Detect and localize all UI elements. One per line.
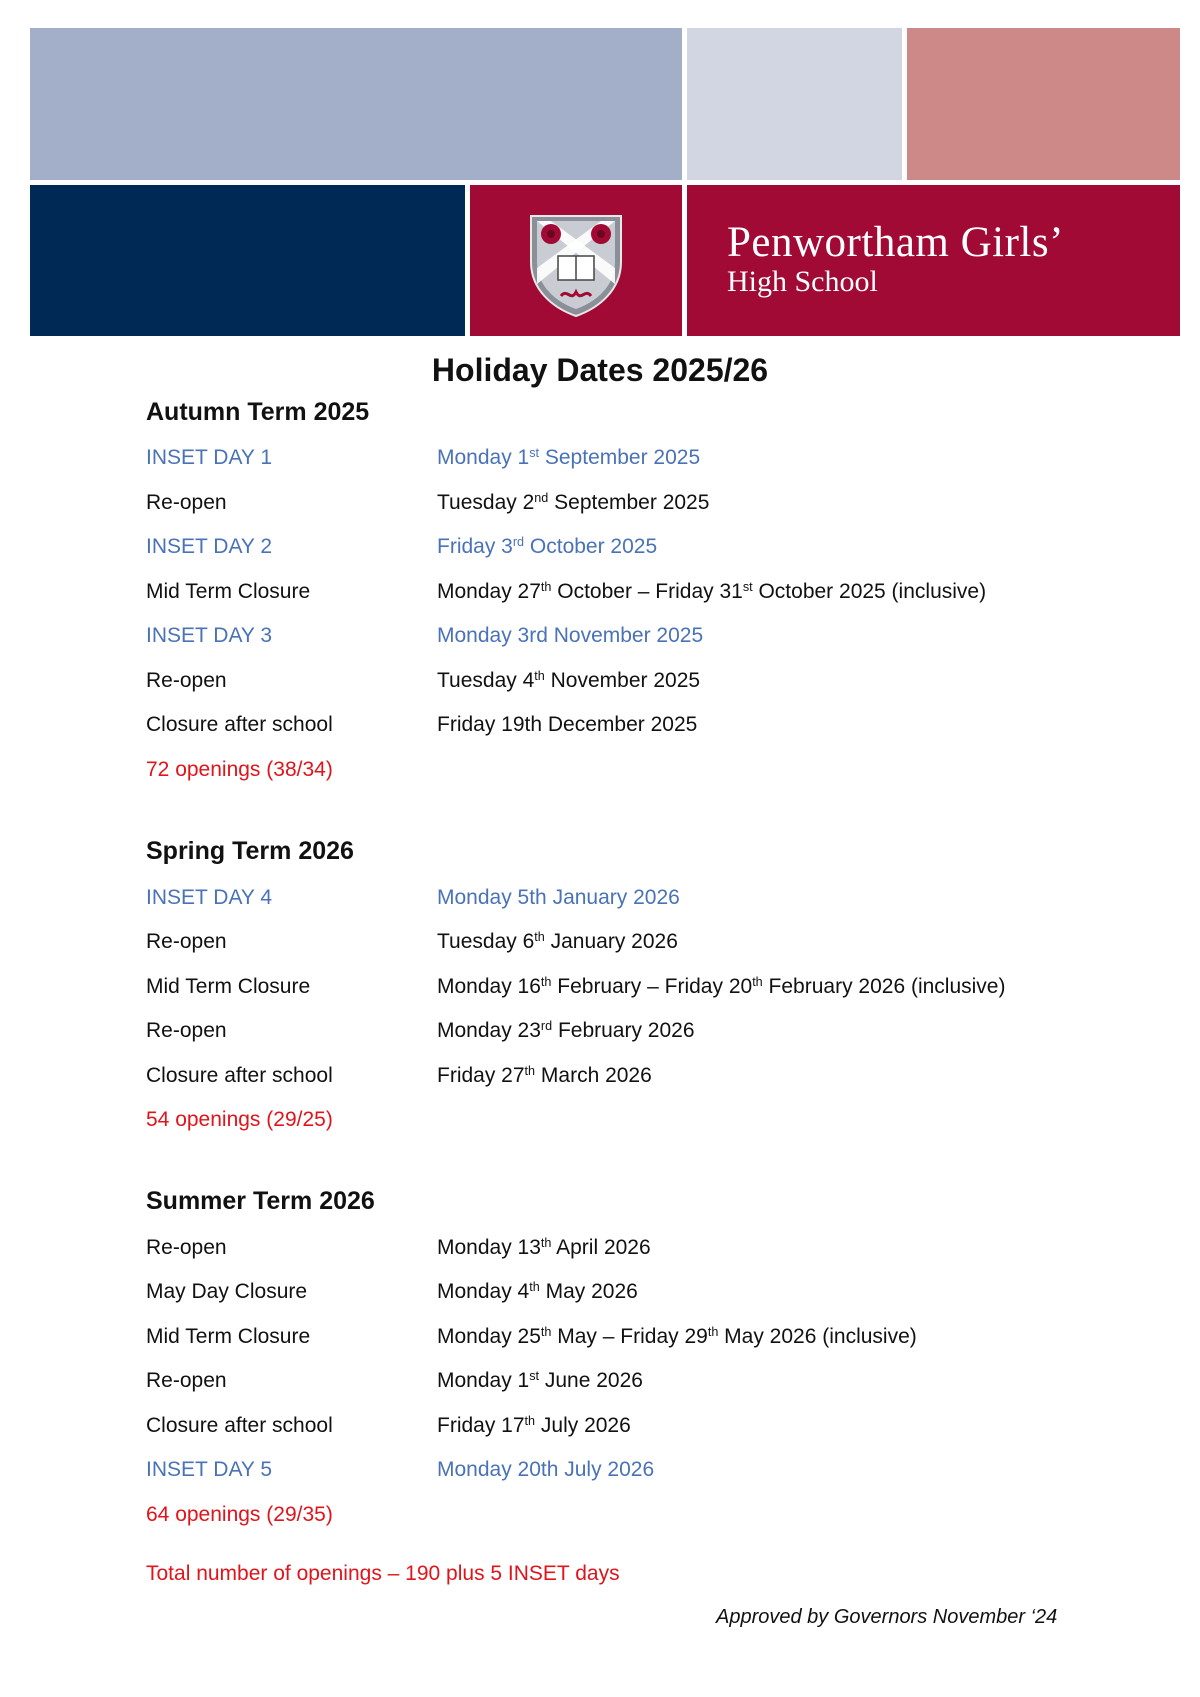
summer-openings: 64 openings (29/35) (146, 1503, 333, 1526)
total-openings: Total number of openings – 190 plus 5 INSET days (146, 1562, 620, 1585)
autumn-row-reopen1 (146, 491, 1106, 521)
row-date: Tuesday 2nd September 2025 (437, 491, 710, 514)
row-date: Monday 27th October – Friday 31st October 2025 (inclusive) (437, 580, 987, 603)
spring-openings: 54 openings (29/25) (146, 1108, 333, 1131)
header-banner (30, 28, 1180, 336)
row-date: Friday 19th December 2025 (437, 713, 698, 736)
approval-note: Approved by Governors November ‘24 (716, 1606, 1058, 1628)
summer-term-heading: Summer Term 2026 (146, 1187, 375, 1215)
school-name-line1: Penwortham Girls’ (727, 219, 1064, 266)
page-title: Holiday Dates 2025/26 (431, 352, 769, 388)
spring-row-reopen2 (146, 1019, 1106, 1049)
row-date: Monday 5th January 2026 (437, 886, 680, 909)
row-date: Monday 13th April 2026 (437, 1236, 651, 1259)
autumn-row-inset1 (146, 446, 1106, 476)
row-date: Tuesday 6th January 2026 (437, 930, 678, 953)
row-label: Mid Term Closure (146, 1325, 311, 1348)
school-name-line2: High School (727, 265, 878, 298)
spring-row-closure (146, 1064, 1106, 1094)
autumn-row-inset3 (146, 624, 1106, 654)
row-label: Re-open (146, 1019, 227, 1042)
row-date: Friday 27th March 2026 (437, 1064, 652, 1087)
spring-term-heading: Spring Term 2026 (146, 837, 354, 865)
summer-row-closure (146, 1414, 1106, 1444)
spring-row-inset4 (146, 886, 1106, 916)
banner-slate-block (30, 28, 682, 180)
autumn-row-midterm (146, 580, 1106, 610)
row-label: Mid Term Closure (146, 975, 311, 998)
row-label: Closure after school (146, 1064, 333, 1087)
summer-row-inset5 (146, 1458, 1106, 1488)
row-label: INSET DAY 3 (146, 624, 273, 647)
spring-row-reopen1 (146, 930, 1106, 960)
row-label: Re-open (146, 669, 227, 692)
summer-row-reopen1 (146, 1236, 1106, 1266)
row-date: Monday 23rd February 2026 (437, 1019, 695, 1042)
summer-row-reopen2 (146, 1369, 1106, 1399)
row-label: Mid Term Closure (146, 580, 311, 603)
row-date: Monday 4th May 2026 (437, 1280, 638, 1303)
row-date: Monday 25th May – Friday 29th May 2026 (inclusive) (437, 1325, 917, 1348)
autumn-openings: 72 openings (38/34) (146, 758, 333, 781)
row-label: Re-open (146, 491, 227, 514)
school-crest-icon (527, 212, 625, 318)
row-date: Monday 3rd November 2025 (437, 624, 704, 647)
row-date: Monday 1st September 2025 (437, 446, 701, 469)
school-name (727, 221, 1064, 297)
row-label: INSET DAY 1 (146, 446, 273, 469)
row-label: Closure after school (146, 713, 333, 736)
row-label: INSET DAY 5 (146, 1458, 273, 1481)
spring-row-midterm (146, 975, 1106, 1005)
row-date: Monday 16th February – Friday 20th February 2026 (inclusive) (437, 975, 1006, 998)
row-date: Friday 17th July 2026 (437, 1414, 631, 1437)
banner-rose-block (907, 28, 1180, 180)
row-label: Re-open (146, 1236, 227, 1259)
banner-pale-block (687, 28, 902, 180)
summer-row-mayday (146, 1280, 1106, 1310)
row-label: INSET DAY 2 (146, 535, 273, 558)
row-label: Re-open (146, 1369, 227, 1392)
autumn-term-heading: Autumn Term 2025 (146, 398, 370, 426)
banner-navy-block (30, 185, 465, 336)
row-label: May Day Closure (146, 1280, 308, 1303)
summer-row-midterm (146, 1325, 1106, 1355)
banner-name-block (687, 185, 1180, 336)
row-date: Friday 3rd October 2025 (437, 535, 658, 558)
autumn-row-reopen2 (146, 669, 1106, 699)
row-label: Re-open (146, 930, 227, 953)
row-date: Monday 20th July 2026 (437, 1458, 655, 1481)
autumn-row-closure (146, 713, 1106, 743)
row-date: Monday 1st June 2026 (437, 1369, 643, 1392)
banner-crest-block (470, 185, 682, 336)
row-label: INSET DAY 4 (146, 886, 273, 909)
row-label: Closure after school (146, 1414, 333, 1437)
autumn-row-inset2 (146, 535, 1106, 565)
row-date: Tuesday 4th November 2025 (437, 669, 701, 692)
